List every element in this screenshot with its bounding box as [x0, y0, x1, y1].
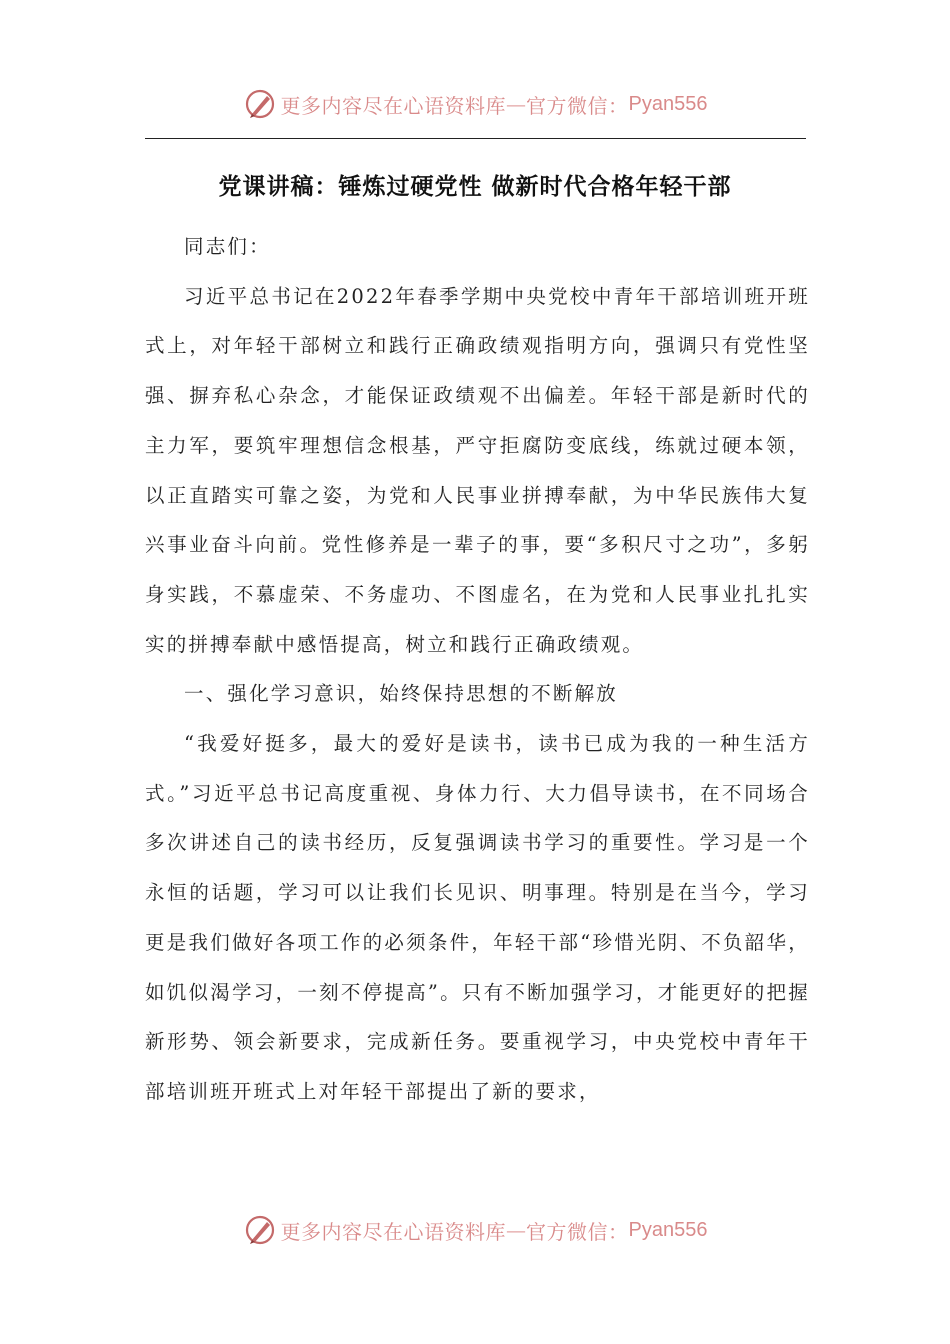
- pen-logo-icon: [243, 1213, 277, 1247]
- greeting: 同志们：: [184, 235, 271, 258]
- header-watermark: [0, 84, 950, 124]
- paragraph: 习近平总书记在2022年春季学期中央党校中青年干部培训班开班式上，对年轻干部树立和践行正确政绩观指明方向，强调只有党性坚强、摒弃私心杂念，才能保证政绩观不出偏差。年轻干部是新时代的主力军，要筑牢理想信念根基，严守拒腐防变底线，练就过硬本领，以正直踏实可靠之姿，为党和人民事业拼搏奉献，为中华民族伟大复兴事业奋斗向前。党性修养是一辈子的事，要“多积尺寸之功”，多躬身实践，不慕虚荣、不务虚功、不图虚名，在为党和人民事业扎扎实实的拼搏奉献中感悟提高，树立和践行正确政绩观。: [145, 284, 810, 656]
- watermark-text: 更多内容尽在心语资料库: [280, 1219, 507, 1244]
- document-body: [145, 222, 810, 1117]
- paragraph: “我爱好挺多，最大的爱好是读书，读书已成为我的一种生活方式。”习近平总书记高度重视、身体力行、大力倡导读书，在不同场合多次讲述自己的读书经历，反复强调读书学习的重要性。学习是一个永恒的话题，学习可以让我们长见识、明事理。特别是在当今，学习更是我们做好各项工作的必须条件，年轻干部“珍惜光阴、不负韶华，如饥似渴学习，一刻不停提高”。只有不断加强学习，才能更好的把握新形势、领会新要求，完成新任务。要重视学习，中央党校中青年干部培训班开班式上对年轻干部提出了新的要求，: [145, 732, 810, 1103]
- pen-logo-icon: [243, 87, 277, 121]
- watermark-suffix: 官方微信：: [526, 1219, 629, 1244]
- section-heading: 一、强化学习意识，始终保持思想的不断解放: [184, 682, 619, 706]
- watermark-separator: —: [506, 92, 527, 116]
- watermark-handle: Pyan556: [628, 1218, 708, 1241]
- watermark-text: 更多内容尽在心语资料库: [280, 93, 507, 118]
- footer-watermark: [0, 1210, 950, 1250]
- document-title: 党课讲稿：锤炼过硬党性 做新时代合格年轻干部: [218, 174, 732, 200]
- header-divider: [145, 138, 806, 139]
- watermark-handle: Pyan556: [628, 92, 708, 115]
- watermark-suffix: 官方微信：: [526, 93, 629, 118]
- watermark-separator: —: [506, 1218, 527, 1242]
